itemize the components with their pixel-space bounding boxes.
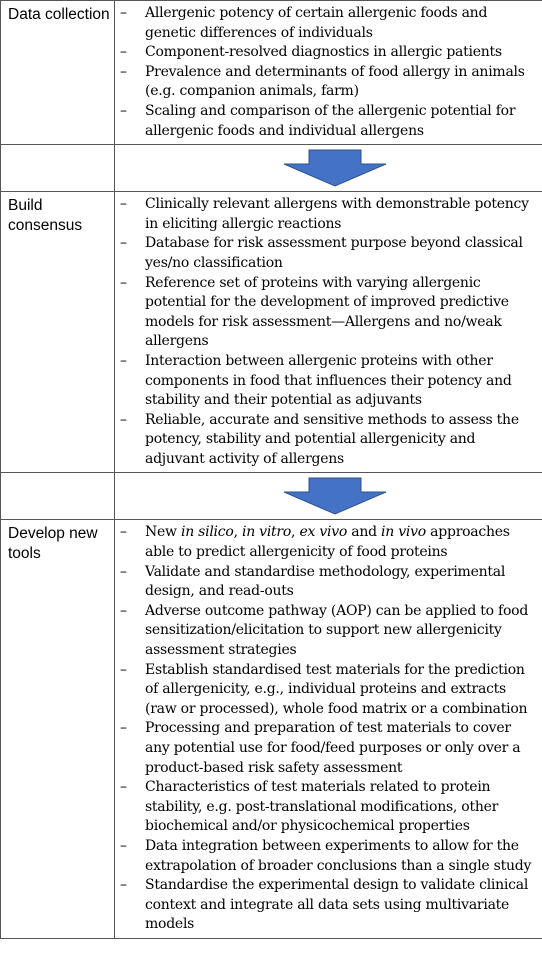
empty-cell (1, 473, 115, 520)
list-item: – Adverse outcome pathway (AOP) can be applied to food sensitization/elicitation to support new allergenicity assessment strategies (145, 602, 538, 661)
section-items-cell (115, 520, 542, 938)
down-arrow-icon (280, 477, 390, 515)
list-item: – Reference set of proteins with varying allergenic potential for the development of improved predictive models for risk assessment—Allergens and no/weak allergens (145, 274, 538, 352)
list-item: – Clinically relevant allergens with demonstrable potency in eliciting allergic reactions (145, 195, 538, 234)
list-item: – Scaling and comparison of the allergenic potential for allergenic foods and individual allergens (145, 102, 538, 141)
list-item: – Prevalence and determinants of food allergy in animals (e.g. companion animals, farm) (145, 63, 538, 102)
items-list (115, 1, 542, 144)
section-row-data-collection (1, 1, 542, 145)
text-fragment: , (291, 524, 300, 541)
list-item (145, 523, 538, 562)
arrow-row (1, 473, 542, 520)
list-item: – Establish standardised test materials for the prediction of allergenicity, e.g., individual proteins and extracts (raw or processed), whole food matrix or a combination (145, 661, 538, 720)
section-items-cell (115, 192, 542, 473)
arrow-cell (115, 473, 542, 520)
italic-term: in vitro (241, 524, 292, 541)
list-item: – Allergenic potency of certain allergenic foods and genetic differences of individuals (145, 4, 538, 43)
list-item: – Database for risk assessment purpose beyond classical yes/no classification (145, 234, 538, 273)
text-fragment: New (145, 524, 181, 541)
items-list (115, 192, 542, 472)
italic-term: in vivo (381, 524, 426, 541)
section-row-develop-new-tools (1, 520, 542, 938)
arrow-cell (115, 145, 542, 192)
section-label: Build consensus (1, 192, 115, 473)
list-item: – Data integration between experiments to allow for the extrapolation of broader conclusions than a single study (145, 837, 538, 876)
empty-cell (1, 145, 115, 192)
italic-term: ex vivo (299, 524, 348, 541)
list-item: – Interaction between allergenic proteins with other components in food that influences their potency and stability and their potential as adjuvants (145, 352, 538, 411)
text-fragment: , (233, 524, 242, 541)
text-fragment: and (347, 524, 382, 541)
text-fragment: approaches able to predict allergenicity of food proteins (145, 524, 510, 561)
section-label: Data collection (1, 1, 115, 145)
italic-term: in silico (180, 524, 234, 541)
section-items-cell (115, 1, 542, 145)
list-item: – Processing and preparation of test materials to cover any potential use for food/feed purposes or only over a product-based risk safety assessment (145, 719, 538, 778)
list-item: – Characteristics of test materials related to protein stability, e.g. post-translational modifications, other biochemical and/or physicochemical properties (145, 778, 538, 837)
list-item: – Component-resolved diagnostics in allergic patients (145, 43, 538, 63)
arrow-row (1, 145, 542, 192)
section-row-build-consensus (1, 192, 542, 473)
list-item: – Validate and standardise methodology, experimental design, and read-outs (145, 563, 538, 602)
down-arrow-icon (280, 149, 390, 187)
items-list (115, 520, 542, 937)
section-label: Develop new tools (1, 520, 115, 938)
list-item: – Standardise the experimental design to validate clinical context and integrate all data sets using multivariate models (145, 876, 538, 935)
list-item: – Reliable, accurate and sensitive methods to assess the potency, stability and potential allergenicity and adjuvant activity of allergens (145, 411, 538, 470)
